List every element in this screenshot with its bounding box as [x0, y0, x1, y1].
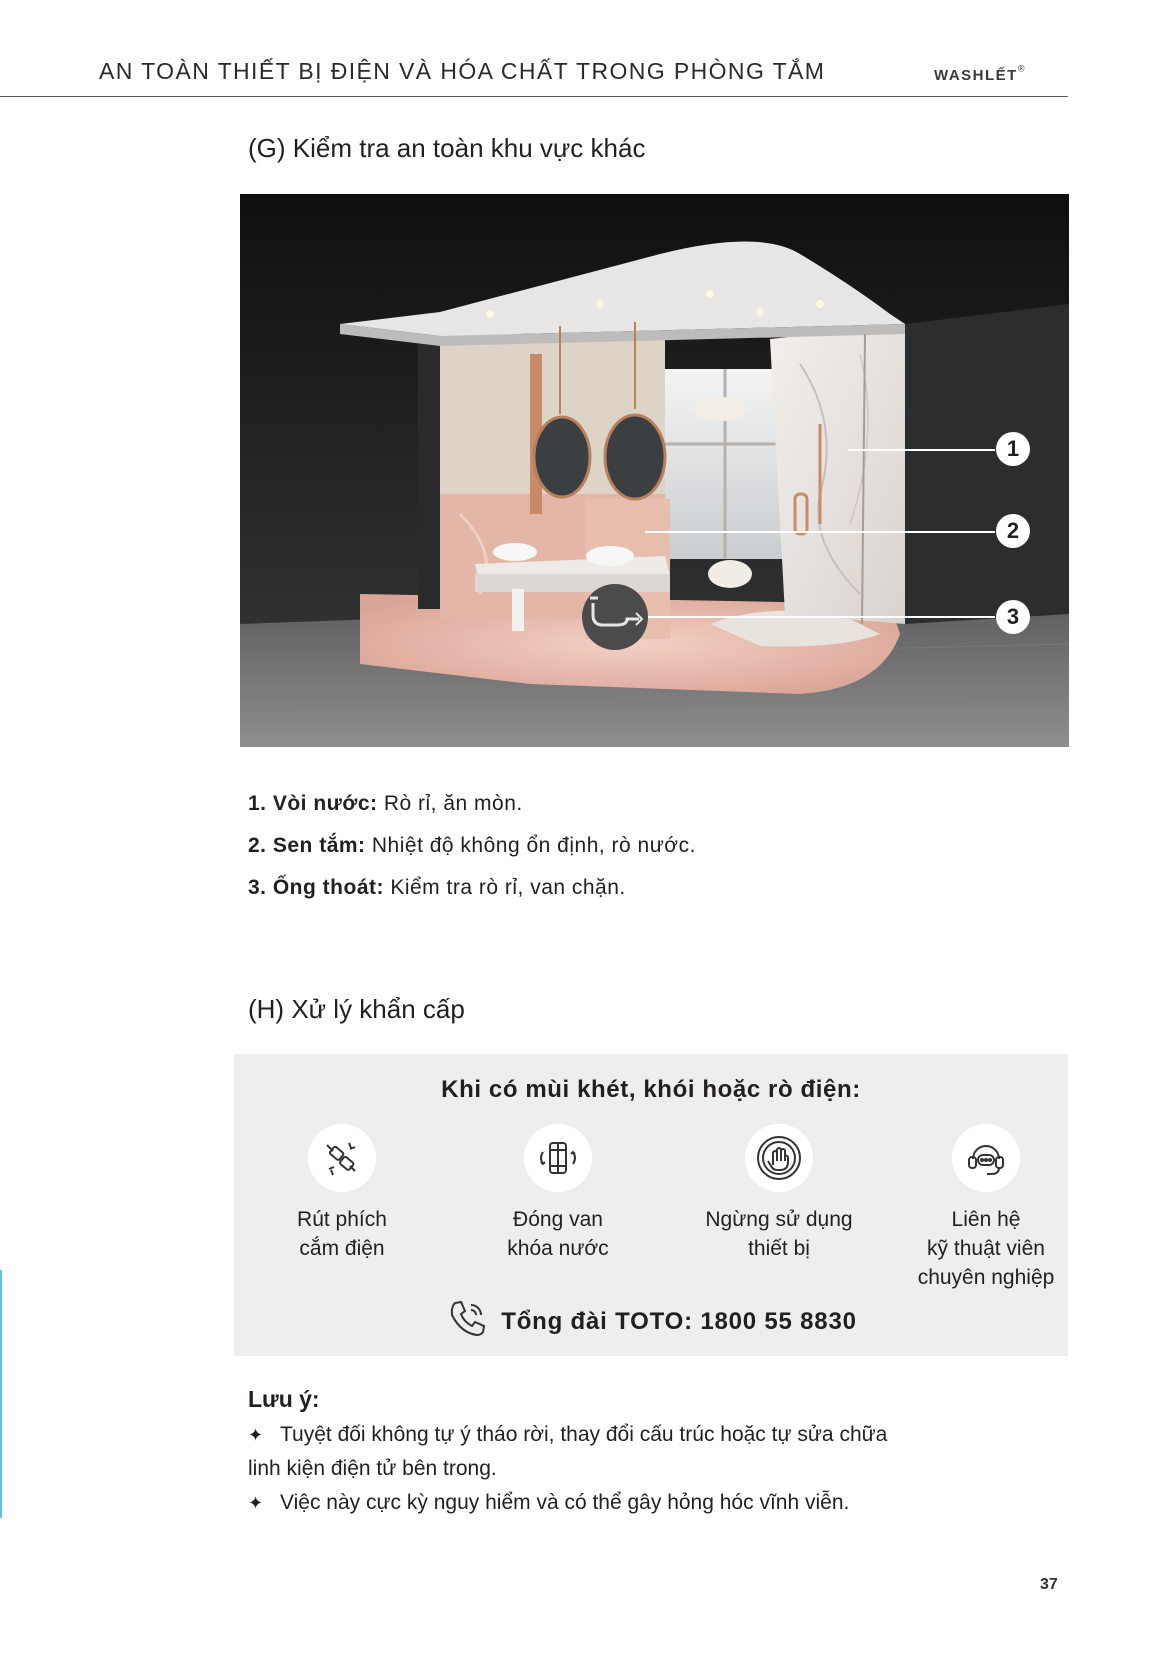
step-contact-technician: [886, 1124, 1086, 1292]
note-text: Việc này cực kỳ nguy hiểm và có thể gây hỏng hóc vĩnh viễn.: [280, 1491, 850, 1514]
star-bullet-icon: ✦: [248, 1425, 264, 1445]
phone-icon: [445, 1297, 489, 1346]
check-item-text: Rò rỉ, ăn mòn.: [377, 792, 523, 815]
side-accent-bar: [0, 1270, 2, 1518]
step-label-line: thiết bị: [748, 1237, 810, 1260]
notes-heading: Lưu ý:: [248, 1386, 320, 1412]
check-item-label: 1. Vòi nước:: [248, 792, 378, 815]
step-label-line: khóa nước: [507, 1237, 609, 1260]
check-item-faucet: [248, 792, 523, 816]
check-item-drain: [248, 876, 626, 900]
header-divider: [0, 96, 1068, 97]
step-stop-using: [679, 1124, 879, 1263]
note-text: linh kiện điện tử bên trong.: [248, 1457, 497, 1480]
step-label-line: Rút phích: [297, 1208, 387, 1231]
section-h-title: (H) Xử lý khẩn cấp: [248, 994, 465, 1024]
technician-headset-icon: [952, 1124, 1020, 1192]
callout-2: 2: [996, 514, 1030, 548]
note-item: [248, 1418, 887, 1452]
note-text: Tuyệt đối không tự ý tháo rời, thay đổi cấu trúc hoặc tự sửa chữa: [280, 1423, 888, 1446]
step-label-line: Liên hệ: [951, 1208, 1021, 1231]
callout-1: 1: [996, 432, 1030, 466]
step-label-line: kỹ thuật viên: [927, 1237, 1045, 1260]
check-item-text: Kiểm tra rò rỉ, van chặn.: [384, 876, 626, 899]
water-valve-icon: [524, 1124, 592, 1192]
hotline-text: Tổng đài TOTO: 1800 55 8830: [501, 1307, 857, 1335]
bathroom-photo: [240, 194, 1069, 747]
check-item-shower: [248, 834, 696, 858]
hotline: [234, 1297, 1068, 1346]
note-item-continued: [248, 1452, 497, 1485]
header-title: AN TOÀN THIẾT BỊ ĐIỆN VÀ HÓA CHẤT TRONG PHÒNG TẮM: [99, 58, 826, 84]
check-item-label: 3. Ống thoát:: [248, 876, 384, 899]
callout-3: 3: [996, 600, 1030, 634]
section-g-title: (G) Kiểm tra an toàn khu vực khác: [248, 133, 646, 163]
step-close-valve: [458, 1124, 658, 1263]
stop-hand-icon: [745, 1124, 813, 1192]
check-item-text: Nhiệt độ không ổn định, rò nước.: [365, 834, 696, 857]
step-label-line: cắm điện: [299, 1237, 385, 1260]
step-label-line: chuyên nghiệp: [917, 1266, 1055, 1289]
unplug-icon: [308, 1124, 376, 1192]
emergency-box: [234, 1054, 1068, 1356]
note-item: [248, 1486, 849, 1520]
step-label-line: Đóng van: [513, 1208, 603, 1231]
step-label-line: Ngừng sử dụng: [705, 1208, 853, 1231]
registered-mark: ®: [1017, 63, 1025, 74]
check-item-label: 2. Sen tắm:: [248, 834, 366, 857]
drain-pipe-badge: [582, 584, 648, 650]
page-number: 37: [1040, 1576, 1058, 1593]
emergency-heading: Khi có mùi khét, khói hoặc rò điện:: [441, 1076, 861, 1103]
brand-text: washlết: [934, 60, 1018, 85]
step-unplug: [242, 1124, 442, 1263]
star-bullet-icon: ✦: [248, 1493, 264, 1513]
brand-logo: [934, 60, 1024, 86]
